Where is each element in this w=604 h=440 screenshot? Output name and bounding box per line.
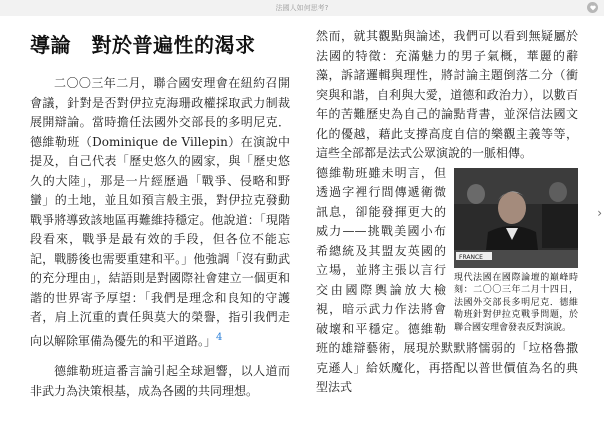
chapter-heading: 導論 對於普遍性的渴求 (30, 33, 256, 57)
left-paragraph-2: 德維勒班這番言論引起全球迴響，以人道而非武力為決策根基，成為各國的共同理想。 (30, 364, 290, 398)
right-page (316, 18, 578, 440)
left-page (30, 18, 290, 440)
figure (454, 168, 578, 335)
right-paragraph-1: 然而，就其觀點與論述，我們可以看到無疑屬於法國的特徵：充滿魅力的男子氣概，華麗的辭藻，訴諸邏輯與理性，將討論主題倒落二分（衝突與和諧，自利與大愛，道德和政治力），以數百年的苦難歷史為自己的論點背書，並深信法國文化的優越，藉此支撐高度自信的樂觀主義等等，這些全部都是法式公眾演說的一脈相傳。 (316, 29, 578, 160)
nameplate-text: FRANCE (459, 253, 483, 261)
photo-illustration (454, 168, 578, 268)
left-paragraph-1-text: 二〇〇三年二月，聯合國安理會在紐約召開會議，針對是否對伊拉克海珊政權採取武力制裁展開辯論。當時擔任法國外交部長的多明尼克．德維勒班（Dominique de Villepin）在演說中提及，自己代表「歷史悠久的國家，與「歷史悠久的大陸」，那是一片經歷過「戰爭、侵略和野蠻」的土地，並且如預言般主張，對伊拉克發動戰爭將導致該地區再難維持穩定。他說道：「現階段看來，戰爭是最有效的手段，但各位不能忘記，戰勝後也需要重建和平。」他強調「沒有動武的充分理由」，結語則是對國際社會建立一個更和諧的世界寄予厚望：「我們是理念和良知的守護者，肩上沉重的責任與莫大的榮譽，指引我們走向以解除軍備為優先的和平道路。」 (30, 76, 290, 348)
bookmark-heart-icon[interactable] (587, 2, 598, 13)
reader-top-bar (0, 0, 604, 16)
book-title: 法國人如何思考? (275, 4, 329, 12)
footnote-link[interactable]: 4 (216, 331, 223, 343)
figure-photo[interactable] (454, 168, 578, 268)
right-paragraph-2: 德維勒班雖未明言，但透過字裡行間傳遞衛微訊息，卻能發揮更大的威力——挑戰美國小布希總統及其盟友英國的立場，並將主張以言行交由國際輿論放大檢視，暗示武力作法將會破壞和平穩定。德維勒班的雄辯藝術，展現於默默將懦弱的「垃格魯撒克遜人」給妖魔化，再搭配以普世價值為名的典型法式 (316, 165, 578, 394)
left-paragraph-1 (30, 74, 290, 351)
figure-caption: 現代法國在國際論壇的巔峰時刻：二〇〇三年二月十四日，法國外交部長多明尼克．德維勒班針對伊拉克戰爭問題，於聯合國安理會發表反對演說。 (454, 272, 578, 333)
chevron-right-icon[interactable]: › (597, 206, 602, 220)
heart-icon (590, 5, 596, 11)
